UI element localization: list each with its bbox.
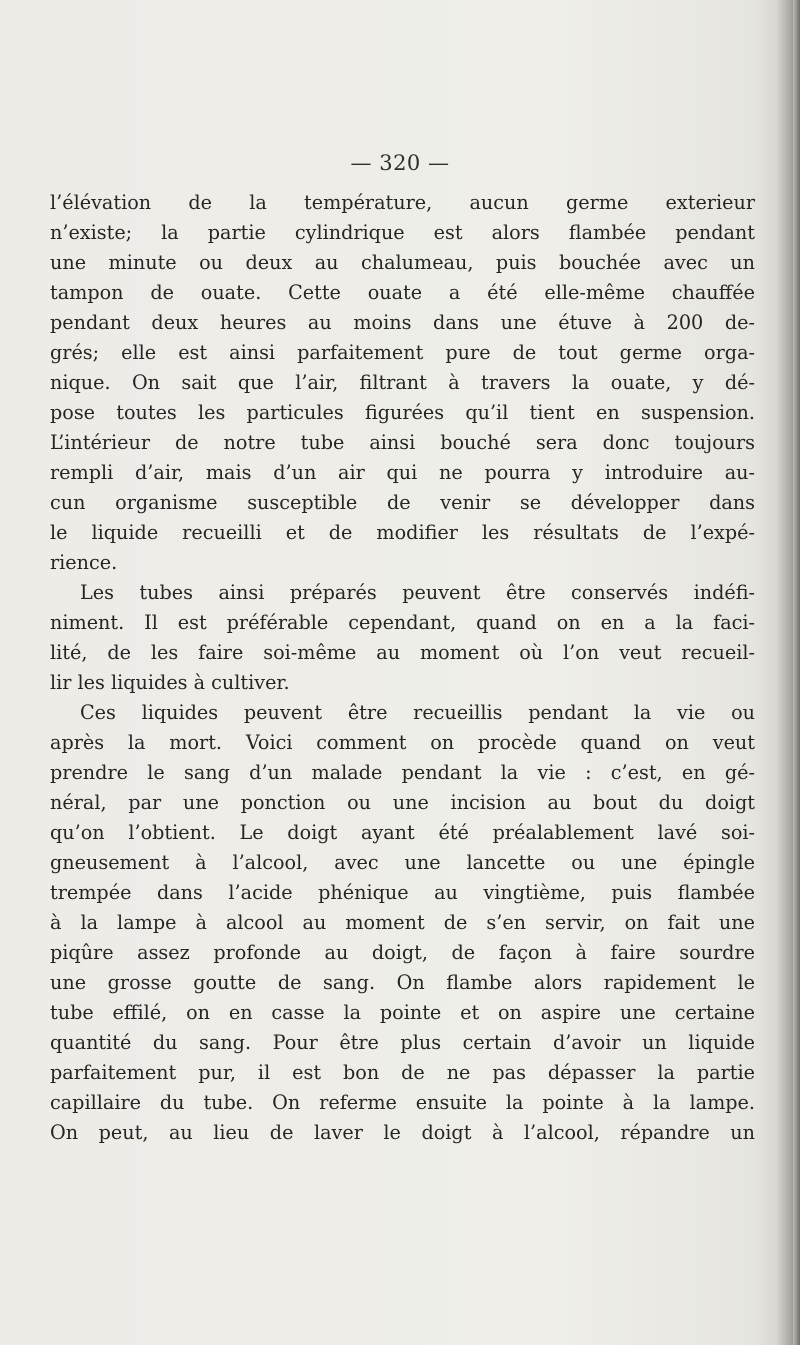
text-line: L’intérieur de notre tube ainsi bouché sera donc toujours — [50, 431, 755, 454]
text-line: lité, de les faire soi-même au moment où l’on veut recueil- — [50, 641, 755, 664]
text-line: capillaire du tube. On referme ensuite la pointe à la lampe. — [50, 1091, 755, 1114]
text-line: une grosse goutte de sang. On flambe alors rapidement le — [50, 971, 755, 994]
text-line: rience. — [50, 551, 118, 574]
paragraph — [50, 698, 755, 1148]
page-number: — 320 — — [350, 151, 450, 175]
text-line: rempli d’air, mais d’un air qui ne pourra y introduire au- — [50, 461, 755, 484]
text-line: trempée dans l’acide phénique au vingtième, puis flambée — [50, 881, 755, 904]
paragraph — [50, 188, 755, 578]
body-text — [50, 188, 755, 1148]
text-line: prendre le sang d’un malade pendant la vie : c’est, en gé- — [50, 761, 755, 784]
text-line: pendant deux heures au moins dans une étuve à 200 de- — [50, 311, 755, 334]
page-edge-shadow — [793, 0, 800, 1345]
text-line: n’existe; la partie cylindrique est alors flambée pendant — [50, 221, 755, 244]
text-line: le liquide recueilli et de modifier les résultats de l’expé- — [50, 521, 755, 544]
text-line: tube effilé, on en casse la pointe et on aspire une certaine — [50, 1001, 755, 1024]
text-line: Ces liquides peuvent être recueillis pendant la vie ou — [80, 701, 755, 724]
text-line: après la mort. Voici comment on procède quand on veut — [50, 731, 755, 754]
text-line: pose toutes les particules figurées qu’il tient en suspension. — [50, 401, 755, 424]
paragraph — [50, 578, 755, 698]
text-line: lir les liquides à cultiver. — [50, 671, 290, 694]
text-line: nique. On sait que l’air, filtrant à travers la ouate, y dé- — [50, 371, 755, 394]
text-line: néral, par une ponction ou une incision au bout du doigt — [50, 791, 755, 814]
text-line: quantité du sang. Pour être plus certain d’avoir un liquide — [50, 1031, 755, 1054]
text-line: une minute ou deux au chalumeau, puis bouchée avec un — [50, 251, 755, 274]
text-line: qu’on l’obtient. Le doigt ayant été préalablement lavé soi- — [50, 821, 755, 844]
text-line: Les tubes ainsi préparés peuvent être conservés indéfi- — [80, 581, 755, 604]
text-line: cun organisme susceptible de venir se développer dans — [50, 491, 755, 514]
text-line: gneusement à l’alcool, avec une lancette ou une épingle — [50, 851, 755, 874]
text-line: niment. Il est préférable cependant, quand on en a la faci- — [50, 611, 755, 634]
text-line: grés; elle est ainsi parfaitement pure de tout germe orga- — [50, 341, 755, 364]
text-line: parfaitement pur, il est bon de ne pas dépasser la partie — [50, 1061, 755, 1084]
text-line: On peut, au lieu de laver le doigt à l’alcool, répandre un — [50, 1121, 755, 1144]
text-line: l’élévation de la température, aucun germe exterieur — [50, 191, 755, 214]
text-line: à la lampe à alcool au moment de s’en servir, on fait une — [50, 911, 755, 934]
text-line: piqûre assez profonde au doigt, de façon à faire sourdre — [50, 941, 755, 964]
text-line: tampon de ouate. Cette ouate a été elle-même chauffée — [50, 281, 755, 304]
